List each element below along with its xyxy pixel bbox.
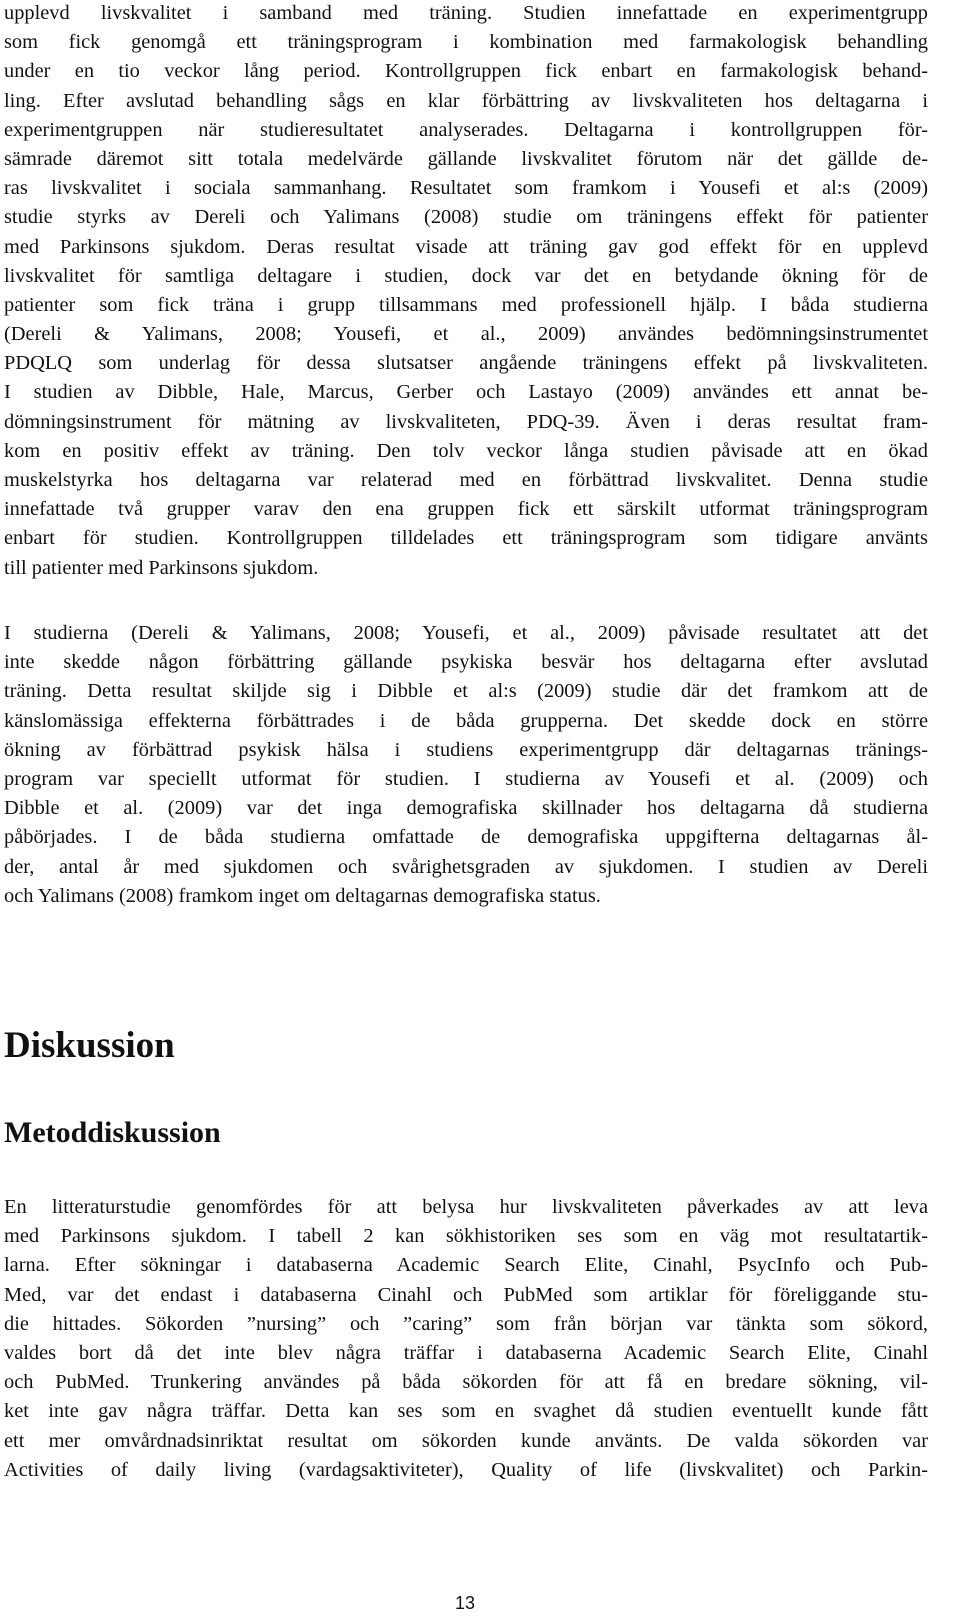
text-line: livskvalitet för samtliga deltagare i studien, dock var det en betydande ökning för de — [4, 264, 928, 287]
text-line: ling. Efter avslutad behandling sågs en klar förbättring av livskvaliteten hos deltagarna i — [4, 89, 928, 112]
text-line: experimentgruppen när studieresultatet analyserades. Deltagarna i kontrollgruppen för- — [4, 118, 928, 141]
text-line: dömningsinstrument för mätning av livskvaliteten, PDQ-39. Även i deras resultat fram- — [4, 410, 928, 433]
text-line: der, antal år med sjukdomen och svårighetsgraden av sjukdomen. I studien av Dereli — [4, 855, 928, 878]
text-line: Activities of daily living (vardagsaktiviteter), Quality of life (livskvalitet) och Parkin- — [4, 1458, 928, 1481]
text-line: enbart för studien. Kontrollgruppen tilldelades ett träningsprogram som tidigare använts — [4, 527, 928, 550]
section-heading: Diskussion — [4, 1025, 175, 1066]
text-line: larna. Efter sökningar i databaserna Academic Search Elite, Cinahl, PsycInfo och Pub- — [4, 1254, 928, 1277]
text-line: muskelstyrka hos deltagarna var relaterad med en förbättrad livskvalitet. Denna studie — [4, 469, 928, 491]
paragraph-results-quality-of-life — [4, 0, 928, 583]
text-line: under en tio veckor lång period. Kontrollgruppen fick enbart en farmakologisk behand- — [4, 60, 928, 83]
text-line: inte skedde någon förbättring gällande psykiska besvär hos deltagarna efter avslutad — [4, 651, 928, 674]
text-line: som fick genomgå ett träningsprogram i kombination med farmakologisk behandling — [4, 31, 928, 54]
text-line: valdes bort då det inte blev några träffar i databaserna Academic Search Elite, Cinahl — [4, 1341, 928, 1364]
text-line: påbörjades. I de båda studierna omfattade de demografiska uppgifterna deltagarnas ål- — [4, 826, 928, 849]
text-line: kom en positiv effekt av träning. Den tolv veckor långa studien påvisade att en ökad — [4, 439, 928, 462]
subsection-heading: Metoddiskussion — [4, 1116, 221, 1149]
text-line: ett mer omvårdnadsinriktat resultat om sökorden kunde använts. De valda sökorden var — [4, 1429, 928, 1452]
text-line: Dibble et al. (2009) var det inga demografiska skillnader hos deltagarna då studierna — [4, 797, 928, 820]
text-line: och Yalimans (2008) framkom inget om deltagarnas demografiska status. — [4, 884, 601, 907]
text-line: sämrade däremot sitt totala medelvärde gällande livskvalitet förutom när det gällde de- — [4, 147, 928, 170]
text-line: I studierna (Dereli & Yalimans, 2008; Yousefi, et al., 2009) påvisade resultatet att det — [4, 622, 928, 644]
text-line: (Dereli & Yalimans, 2008; Yousefi, et al., 2009) användes bedömningsinstrumentet — [4, 323, 928, 346]
text-line: ras livskvalitet i sociala sammanhang. Resultatet som framkom i Yousefi et al:s (2009) — [4, 177, 928, 200]
text-line: Med, var det endast i databaserna Cinahl och PubMed som artiklar för föreliggande stu- — [4, 1283, 928, 1306]
text-line: känslomässiga effekterna förbättrades i de båda grupperna. Det skedde dock en större — [4, 709, 928, 732]
text-line: program var speciellt utformat för studien. I studierna av Yousefi et al. (2009) och — [4, 767, 928, 790]
text-line: träning. Detta resultat skiljde sig i Dibble et al:s (2009) studie där det framkom att de — [4, 680, 928, 703]
text-line: ökning av förbättrad psykisk hälsa i studiens experimentgrupp där deltagarnas tränings- — [4, 738, 928, 761]
text-line: PDQLQ som underlag för dessa slutsatser angående träningens effekt på livskvaliteten. — [4, 352, 928, 375]
text-line: die hittades. Sökorden ”nursing” och ”caring” som från början var tänkta som sökord, — [4, 1312, 928, 1335]
text-line: och PubMed. Trunkering användes på båda sökorden för att få en bredare sökning, vil- — [4, 1371, 928, 1394]
page-number: 13 — [454, 1593, 476, 1613]
text-line: med Parkinsons sjukdom. Deras resultat visade att träning gav god effekt för en upplevd — [4, 235, 928, 258]
text-line: innefattade två grupper varav den ena gruppen fick ett särskilt utformat träningsprogram — [4, 498, 928, 521]
paragraph-results-psychological — [4, 619, 928, 911]
text-line: ket inte gav några träffar. Detta kan ses som en svaghet då studien eventuellt kunde fått — [4, 1400, 928, 1423]
text-line: En litteraturstudie genomfördes för att belysa hur livskvaliteten påverkades av att leva — [4, 1196, 928, 1218]
text-line: I studien av Dibble, Hale, Marcus, Gerber och Lastayo (2009) användes ett annat be- — [4, 381, 928, 404]
text-line: med Parkinsons sjukdom. I tabell 2 kan sökhistoriken ses som en väg mot resultatartik- — [4, 1225, 928, 1248]
paragraph-method-discussion — [4, 1193, 928, 1485]
text-line: upplevd livskvalitet i samband med träning. Studien innefattade en experimentgrupp — [4, 2, 928, 24]
text-line: studie styrks av Dereli och Yalimans (2008) studie om träningens effekt för patienter — [4, 206, 928, 229]
text-line: patienter som fick träna i grupp tillsammans med professionell hjälp. I båda studierna — [4, 293, 928, 316]
text-line: till patienter med Parkinsons sjukdom. — [4, 556, 319, 579]
